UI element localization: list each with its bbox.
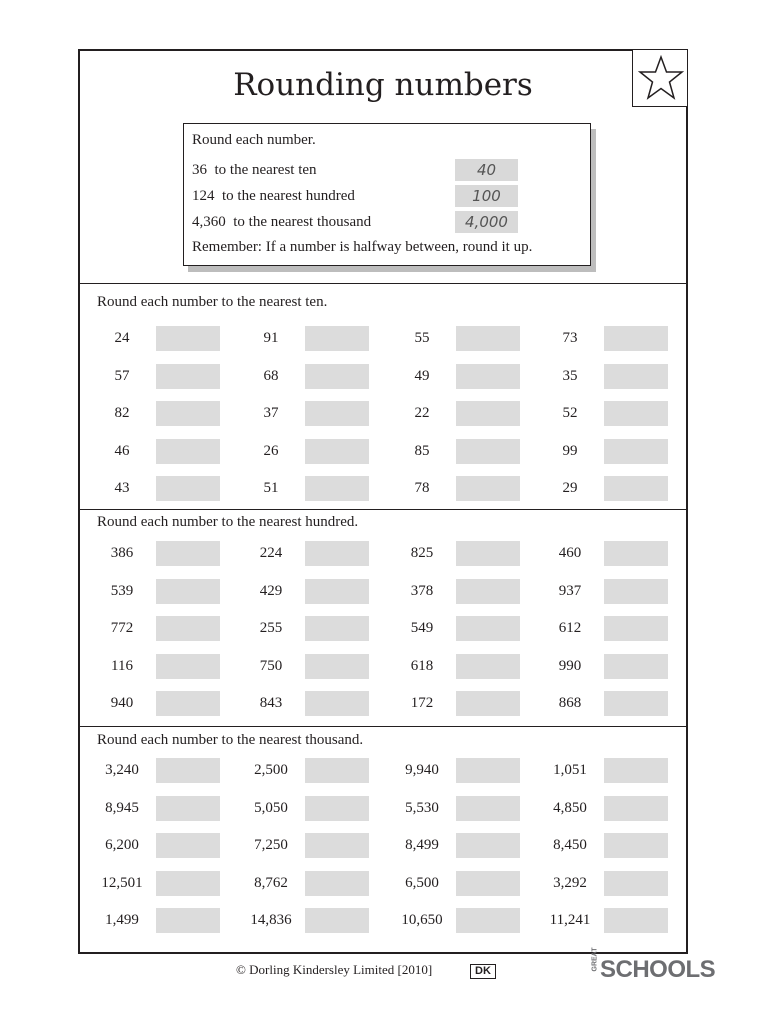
answer-box[interactable] <box>305 541 369 566</box>
answer-box[interactable] <box>604 908 668 933</box>
problem-number: 1,499 <box>105 912 139 928</box>
example-intro: Round each number. <box>192 132 316 148</box>
problem-number: 24 <box>114 330 130 346</box>
answer-box[interactable] <box>456 908 520 933</box>
example-item-label: 4,360 to the nearest thousand <box>192 214 372 230</box>
problem-number: 8,499 <box>405 837 439 853</box>
problem-number: 8,945 <box>105 799 139 816</box>
answer-box[interactable] <box>305 654 369 679</box>
example-box <box>183 123 591 266</box>
answer-box[interactable] <box>456 758 520 783</box>
problem-number: 539 <box>110 582 134 599</box>
answer-box[interactable] <box>156 439 220 464</box>
page-title: Rounding numbers <box>233 67 533 103</box>
answer-box[interactable] <box>456 579 520 604</box>
problem-number: 386 <box>110 545 134 561</box>
problem-number: 82 <box>114 405 130 421</box>
answer-box[interactable] <box>604 326 668 351</box>
problem-number: 57 <box>114 367 130 384</box>
section-divider <box>80 726 686 727</box>
greatschools-logo-great: GREAT <box>591 947 599 971</box>
problem-number: 3,292 <box>553 874 587 891</box>
problem-number: 937 <box>558 582 582 599</box>
problem-number: 843 <box>259 695 283 711</box>
copyright-text: © Dorling Kindersley Limited [2010] <box>236 962 433 977</box>
problem-number: 14,836 <box>250 912 292 928</box>
answer-box[interactable] <box>305 758 369 783</box>
answer-box[interactable] <box>305 364 369 389</box>
answer-box[interactable] <box>456 541 520 566</box>
answer-box[interactable] <box>604 691 668 716</box>
answer-box[interactable] <box>305 796 369 821</box>
example-remember: Remember: If a number is halfway between, round it up. <box>192 239 533 255</box>
answer-box[interactable] <box>305 616 369 641</box>
greatschools-logo <box>590 947 716 984</box>
section-instruction: Round each number to the nearest thousand. <box>97 732 364 748</box>
answer-box[interactable] <box>604 401 668 426</box>
answer-box[interactable] <box>156 871 220 896</box>
answer-box[interactable] <box>604 654 668 679</box>
problem-number: 78 <box>414 480 430 496</box>
problem-number: 825 <box>410 545 434 561</box>
problem-number: 772 <box>110 620 134 636</box>
problem-number: 172 <box>410 695 434 711</box>
problem-number: 224 <box>259 545 283 561</box>
problem-number: 549 <box>410 620 434 636</box>
answer-box[interactable] <box>456 871 520 896</box>
problem-number: 5,530 <box>405 799 439 816</box>
answer-box[interactable] <box>305 326 369 351</box>
problem-number: 116 <box>111 657 133 674</box>
problem-number: 46 <box>114 442 130 459</box>
answer-box[interactable] <box>604 439 668 464</box>
problem-number: 29 <box>562 480 578 496</box>
problem-number: 750 <box>259 657 283 674</box>
problem-number: 43 <box>114 480 130 496</box>
answer-box[interactable] <box>604 796 668 821</box>
answer-box[interactable] <box>604 476 668 501</box>
problem-number: 68 <box>263 367 279 384</box>
problem-number: 10,650 <box>401 912 443 928</box>
problem-number: 990 <box>558 657 582 674</box>
dk-logo: DK <box>470 964 496 979</box>
section-instruction: Round each number to the nearest hundred. <box>97 514 359 530</box>
section-instruction: Round each number to the nearest ten. <box>97 294 328 310</box>
problem-number: 6,200 <box>105 837 139 853</box>
problem-number: 460 <box>558 545 582 561</box>
problem-number: 91 <box>263 330 279 346</box>
answer-box[interactable] <box>156 616 220 641</box>
problem-number: 22 <box>414 405 430 421</box>
answer-box[interactable] <box>156 908 220 933</box>
answer-box[interactable] <box>305 833 369 858</box>
problem-number: 1,051 <box>553 762 587 778</box>
star-badge <box>632 49 688 107</box>
answer-box[interactable] <box>156 364 220 389</box>
worksheet <box>78 49 688 954</box>
problem-number: 55 <box>414 330 430 346</box>
problem-number: 51 <box>263 480 279 496</box>
problem-number: 378 <box>410 582 434 599</box>
problem-number: 429 <box>259 582 283 599</box>
problem-number: 255 <box>259 620 283 636</box>
problem-number: 99 <box>562 442 578 459</box>
example-item-label: 124 to the nearest hundred <box>192 188 355 204</box>
answer-box[interactable] <box>604 871 668 896</box>
answer-box[interactable] <box>604 833 668 858</box>
answer-box[interactable] <box>604 364 668 389</box>
problem-number: 618 <box>410 657 434 674</box>
problem-number: 49 <box>414 367 430 384</box>
answer-box[interactable] <box>604 541 668 566</box>
answer-box[interactable] <box>456 616 520 641</box>
answer-box[interactable] <box>305 871 369 896</box>
answer-box[interactable] <box>456 401 520 426</box>
problem-number: 612 <box>558 620 582 636</box>
problem-number: 3,240 <box>105 762 139 778</box>
problem-number: 73 <box>562 330 578 346</box>
problem-number: 85 <box>414 442 430 459</box>
answer-box[interactable] <box>156 796 220 821</box>
answer-box[interactable] <box>456 833 520 858</box>
answer-box[interactable] <box>456 654 520 679</box>
problem-number: 6,500 <box>405 874 439 891</box>
answer-box[interactable] <box>156 654 220 679</box>
answer-box[interactable] <box>456 691 520 716</box>
answer-box[interactable] <box>305 476 369 501</box>
answer-box[interactable] <box>156 833 220 858</box>
example-answer: 40 <box>455 159 518 181</box>
problem-number: 2,500 <box>254 762 288 778</box>
answer-box[interactable] <box>305 439 369 464</box>
answer-box[interactable] <box>604 758 668 783</box>
problem-number: 8,450 <box>553 837 587 853</box>
answer-box[interactable] <box>305 579 369 604</box>
problem-number: 5,050 <box>254 799 288 816</box>
answer-box[interactable] <box>305 401 369 426</box>
answer-box[interactable] <box>156 326 220 351</box>
answer-box[interactable] <box>156 691 220 716</box>
answer-box[interactable] <box>156 579 220 604</box>
answer-box[interactable] <box>305 908 369 933</box>
answer-box[interactable] <box>456 326 520 351</box>
example-item-label: 36 to the nearest ten <box>192 162 317 178</box>
problem-number: 52 <box>562 405 578 421</box>
star-icon <box>638 55 684 101</box>
problem-number: 35 <box>562 367 578 384</box>
answer-box[interactable] <box>305 691 369 716</box>
answer-box[interactable] <box>604 616 668 641</box>
problem-number: 8,762 <box>254 874 288 891</box>
problem-number: 9,940 <box>405 762 439 778</box>
answer-box[interactable] <box>456 476 520 501</box>
problem-number: 26 <box>263 442 279 459</box>
answer-box[interactable] <box>604 579 668 604</box>
problem-number: 11,241 <box>549 912 591 928</box>
answer-box[interactable] <box>456 364 520 389</box>
answer-box[interactable] <box>456 439 520 464</box>
answer-box[interactable] <box>156 758 220 783</box>
section-divider <box>80 509 686 510</box>
example-answer: 4,000 <box>455 211 518 233</box>
problem-number: 868 <box>558 695 582 711</box>
answer-box[interactable] <box>456 796 520 821</box>
answer-box[interactable] <box>156 541 220 566</box>
problem-number: 940 <box>110 695 134 711</box>
answer-box[interactable] <box>156 476 220 501</box>
answer-box[interactable] <box>156 401 220 426</box>
section-divider <box>80 283 686 284</box>
problem-number: 37 <box>263 405 279 421</box>
greatschools-logo-schools: SCHOOLS <box>600 956 716 983</box>
problem-number: 7,250 <box>254 837 288 853</box>
problem-number: 4,850 <box>553 799 587 816</box>
example-answer: 100 <box>455 185 518 207</box>
problem-number: 12,501 <box>101 874 143 891</box>
